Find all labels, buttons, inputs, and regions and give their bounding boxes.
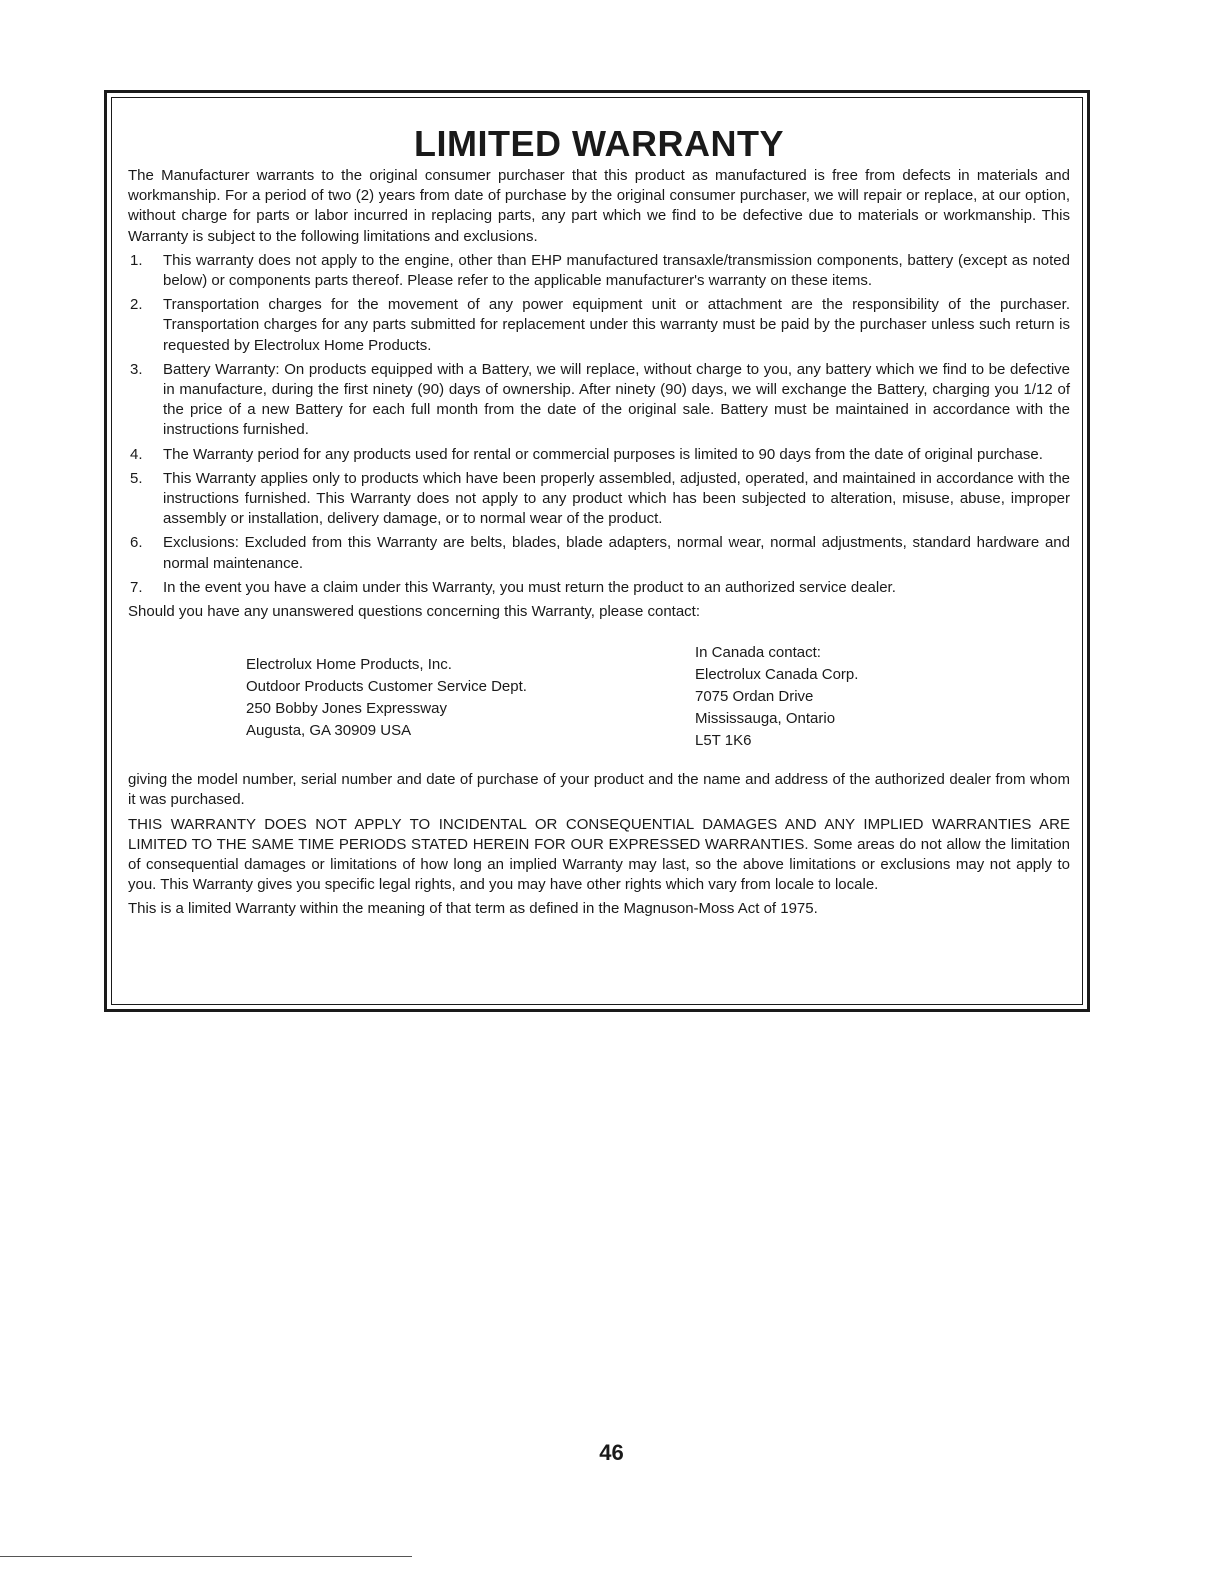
us-address [246, 654, 527, 742]
us-address-line: Augusta, GA 30909 USA [246, 722, 412, 740]
list-item [128, 295, 1070, 356]
list-item-number: 7. [130, 578, 143, 596]
list-item [128, 445, 1070, 465]
warranty-content [128, 124, 1070, 920]
list-item-number: 2. [130, 296, 143, 314]
list-item-number: 6. [130, 534, 143, 552]
page-number: 46 [599, 1440, 624, 1465]
address-block [128, 636, 1070, 766]
list-item-text: Transportation charges for the movement of any power equipment unit or attachment are the responsibility of the purchaser. Transportation charges for any parts submitted for replacement under this warranty must be paid by the purchaser unless such return is requested by Electrolux Home Products. [163, 296, 1070, 354]
list-item-text: In the event you have a claim under this Warranty, you must return the product to an authorized service dealer. [163, 578, 896, 596]
list-item-text: This warranty does not apply to the engine, other than EHP manufactured transaxle/transmission components, battery (except as noted below) or components parts thereof. Please refer to the applicable manufacturer's warranty on these items. [163, 251, 1070, 290]
canada-address [695, 642, 858, 752]
list-item [128, 360, 1070, 441]
canada-address-line: 7075 Ordan Drive [695, 688, 814, 706]
page-title: LIMITED WARRANTY [414, 123, 784, 164]
disclaimer-paragraph: THIS WARRANTY DOES NOT APPLY TO INCIDENTAL OR CONSEQUENTIAL DAMAGES AND ANY IMPLIED WARRANTIES ARE LIMITED TO THE SAME TIME PERIODS STATED HEREIN FOR OUR EXPRESSED WARRANTIES. Some areas do not allow the limitation of consequential damages or limitations of how long an implied Warranty may last, so the above limitations or exclusions may not apply to you. This Warranty gives you specific legal rights, and you may have other rights which vary from locale to locale. [128, 815, 1070, 894]
canada-address-line: Electrolux Canada Corp. [695, 666, 859, 684]
us-address-line: 250 Bobby Jones Expressway [246, 700, 447, 718]
list-item-text: Exclusions: Excluded from this Warranty are belts, blades, blade adapters, normal wear, normal adjustments, standard hardware and normal maintenance. [163, 534, 1070, 572]
list-item-text: The Warranty period for any products used for rental or commercial purposes is limited to 90 days from the date of original purchase. [163, 445, 1043, 463]
list-item-number: 5. [130, 469, 143, 487]
intro-paragraph: The Manufacturer warrants to the original consumer purchaser that this product as manufactured is free from defects in materials and workmanship. For a period of two (2) years from date of purchase by the original consumer purchaser, we will repair or replace, at our option, without charge for parts or labor incurred in replacing parts, any part which we find to be defective due to materials or workmanship. This Warranty is subject to the following limitations and exclusions. [128, 167, 1070, 245]
limitations-list [128, 251, 1070, 598]
us-address-line: Outdoor Products Customer Service Dept. [246, 678, 527, 696]
list-item-text: Battery Warranty: On products equipped with a Battery, we will replace, without charge to you, any battery which we find to be defective in manufacture, during the first ninety (90) days of ownership. After ninety (90) days, we will exchange the Battery, charging you 1/12 of the price of a new Battery for each full month from the date of the original sale. Battery must be maintained in accordance with the instructions furnished. [163, 360, 1070, 439]
list-item-number: 4. [130, 445, 143, 463]
list-item-text: This Warranty applies only to products which have been properly assembled, adjusted, operated, and maintained in accordance with the instructions furnished. This Warranty does not apply to any product which has been subjected to alteration, misuse, abuse, improper assembly or installation, delivery damage, or to normal wear of the product. [163, 469, 1070, 528]
list-item-number: 1. [130, 251, 143, 269]
list-item [128, 578, 1070, 598]
list-item [128, 533, 1070, 573]
magnuson-moss-paragraph: This is a limited Warranty within the meaning of that term as defined in the Magnuson-Moss Act of 1975. [128, 900, 818, 918]
canada-address-line: L5T 1K6 [695, 732, 752, 750]
list-item [128, 251, 1070, 291]
list-item-number: 3. [130, 360, 143, 378]
us-address-line: Electrolux Home Products, Inc. [246, 656, 452, 674]
canada-address-line: Mississauga, Ontario [695, 710, 836, 728]
list-item [128, 469, 1070, 530]
dealer-info-paragraph: giving the model number, serial number and date of purchase of your product and the name and address of the authorized dealer from whom it was purchased. [128, 771, 1070, 809]
canada-address-line: In Canada contact: [695, 644, 821, 662]
scan-artifact-line [0, 1556, 412, 1557]
contact-intro: Should you have any unanswered questions concerning this Warranty, please contact: [128, 603, 701, 621]
